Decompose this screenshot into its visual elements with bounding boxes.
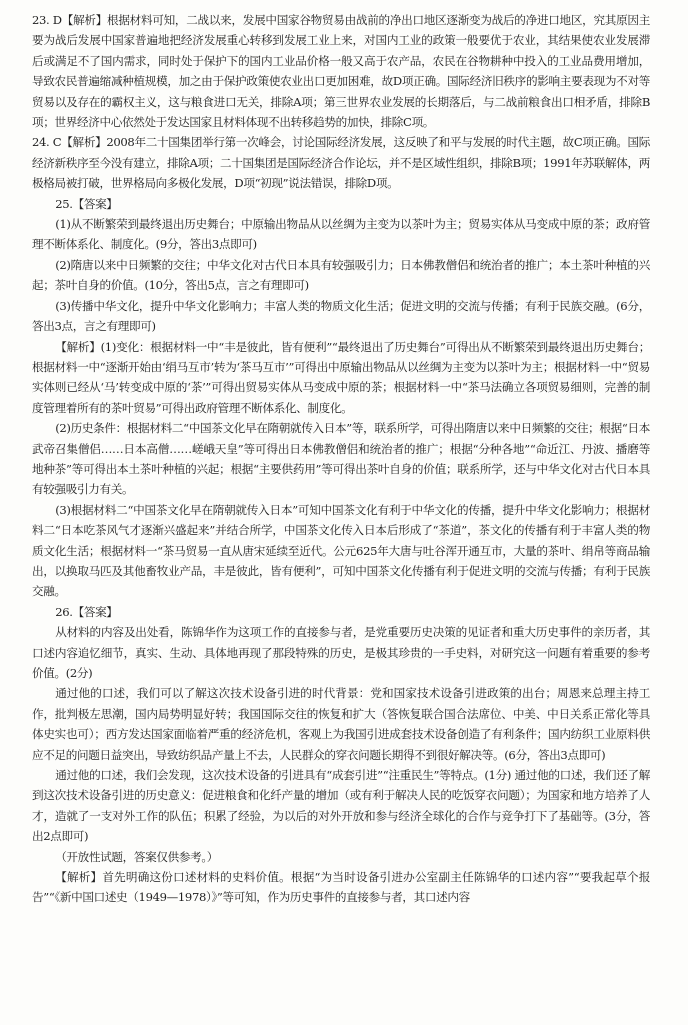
answer-26-note: （开放性试题，答案仅供参考。）: [55, 849, 219, 864]
analysis-25-part-3: (3)根据材料二“中国茶文化早在隋朝就传入日本”可知中国茶文化有利于中华文化的传播，提升中华文化影响力；根据材料二“日本吃茶风气才逐渐兴盛起来”并结合所学，中国茶文化传入日本后形成了“茶道”，茶文化的传播有利于丰富人类的物质文化生活；根据材料一“茶马贸易一直从唐宋延续至近代。公元625年大唐与吐谷浑开通互市，大量的茶叶、绢帛等商品输出，以换取马匹及其他畜牧业产品，丰是彼此，皆有便利”，可知中国茶文化传播有利于促进文明的交流与传播；有利于民族交融。: [32, 502, 650, 599]
answer-26-source-value: 从材料的内容及出处看，陈锦华作为这项工作的直接参与者，是党重要历史决策的见证者和重大历史事件的亲历者，其口述内容追忆细节，真实、生动、具体地再现了那段特殊的历史，是极其珍贵的一手史料，对研究这一问题有着重要的参考价值。(2分): [32, 625, 650, 680]
answer-23-analysis: 23. D【解析】根据材料可知，二战以来，发展中国家谷物贸易由战前的净出口地区逐渐变为战后的净进口地区，究其原因主要为战后发展中国家普遍地把经济发展重心转移到发展工业上来，对国内工业的政策一般要优于农业，其结果使农业发展滞后或满足不了国内需求，同时处于保护下的国内工业品价格一般又高于农产品，农民在谷物耕种中投入的工业品费用增加，导致农民普遍缩减种植规模，加之由于保护政策使农业出口更加困难，故D项正确。国际经济旧秩序的影响主要表现为不对等贸易以及存在的霸权主义，这与粮食进口无关，排除A项；第三世界农业发展的长期落后，与二战前粮食出口相矛盾，排除B项；世界经济中心依然处于发达国家且材料体现不出转移趋势的加快，排除C项。: [32, 13, 650, 130]
answer-26-heading: 26.【答案】: [55, 604, 118, 619]
analysis-26: 【解析】首先明确这份口述材料的史料价值。根据“为当时设备引进办公室副主任陈锦华的口述内容”“要我起草个报告”“《新中国口述史（1949—1978）》”等可知，作为历史事件的直接参与者，其口述内容: [32, 870, 650, 905]
answer-26-background: 通过他的口述，我们可以了解这次技术设备引进的时代背景：党和国家技术设备引进政策的出台；周恩来总理主持工作，批判极左思潮，国内局势明显好转；我国国际交往的恢复和扩大（答恢复联合国合法席位、中美、中日关系正常化等具体史实也可）；西方发达国家面临着严重的经济危机，客观上为我国引进成套技术设备创造了有利条件；国内纺织工业原料供应不足的问题日益突出，导致纺织品产量上不去，人民群众的穿衣问题长期得不到很好解决等。(6分，答出3点即可): [32, 686, 650, 762]
answer-25-heading: 25.【答案】: [55, 196, 118, 211]
analysis-25-part-1: 【解析】(1)变化：根据材料一中“丰是彼此，皆有便利”“最终退出了历史舞台”可得出从不断繁荣到最终退出历史舞台；根据材料一中“逐渐开始由‘绢马互市’转为‘茶马互市’”可得出中原输出物品从以丝绸为主变为以茶叶为主；根据材料一中“贸易实体则已经从‘马’转变成中原的‘茶’”可得出贸易实体从马变成中原的茶；根据材料一中“茶马法确立各项贸易细则，完善的制度管理着所有的茶叶贸易”可得出政府管理不断体系化、制度化。: [32, 339, 650, 415]
answer-25-part-1: (1)从不断繁荣到最终退出历史舞台；中原输出物品从以丝绸为主变为以茶叶为主；贸易实体从马变成中原的茶；政府管理不断体系化、制度化。(9分，答出3点即可): [32, 217, 650, 252]
answer-24-analysis: 24. C【解析】2008年二十国集团举行第一次峰会，讨论国际经济发展，这反映了和平与发展的时代主题，故C项正确。国际经济新秩序至今没有建立，排除A项；二十国集团是国际经济合作论坛，并不是区域性组织，排除B项；1991年苏联解体，两极格局被打破，世界格局向多极化发展，D项“初现”说法错误，排除D项。: [32, 135, 650, 191]
answer-25-part-2: (2)隋唐以来中日频繁的交往；中华文化对古代日本具有较强吸引力；日本佛教僧侣和统治者的推广；本土茶叶种植的兴起；茶叶自身的价值。(10分，答出5点，言之有理即可): [32, 257, 650, 293]
answer-25-part-3: (3)传播中华文化，提升中华文化影响力；丰富人类的物质文化生活；促进文明的交流与传播；有利于民族交融。(6分，答出3点，言之有理即可): [32, 298, 650, 334]
analysis-25-part-2: (2)历史条件：根据材料二“中国茶文化早在隋朝就传入日本”等，联系所学，可得出隋唐以来中日频繁的交往；根据“日本武帝召集僧侣……日本高僧……嵯峨天皇”等可得出日本佛教僧侣和统治者的推广；根据“分种各地”“命近江、丹波、播磨等地种茶”等可得出本土茶叶种植的兴起；根据“主要供药用”等可得出茶叶自身的价值；联系所学，还与中华文化对古代日本具有较强吸引力有关。: [32, 421, 650, 497]
answer-26-features-significance: 通过他的口述，我们会发现，这次技术设备的引进具有“成套引进”“注重民生”等特点。(1分) 通过他的口述，我们还了解到这次技术设备引进的历史意义：促进粮食和化纤产量的增加（或有利于解决人民的吃饭穿衣问题）；为国家和地方培养了人才，造就了一支对外工作的队伍；积累了经验，为以后的对外开放和参与经济全球化的合作与竞争打下了基础等。(3分，答出2点即可): [32, 768, 650, 844]
